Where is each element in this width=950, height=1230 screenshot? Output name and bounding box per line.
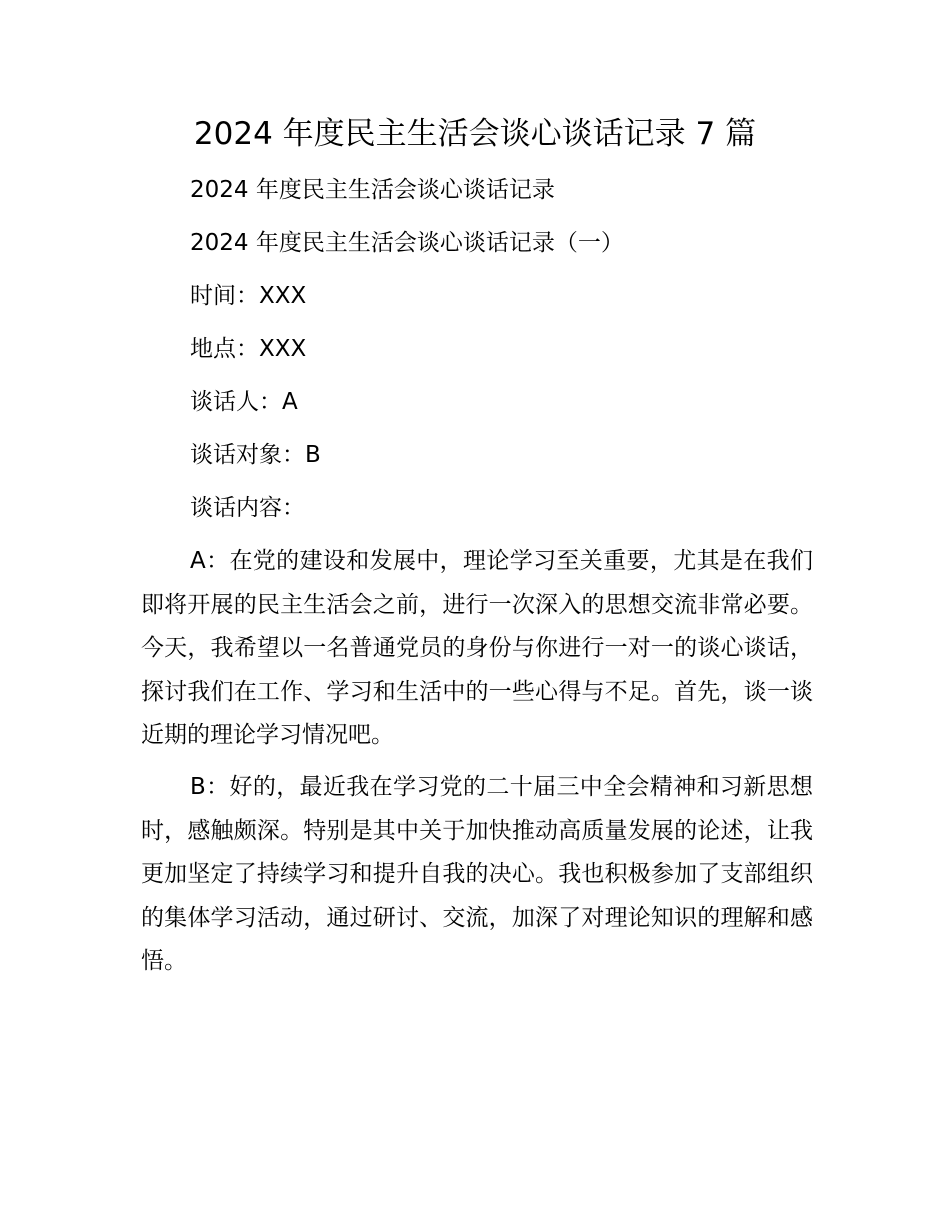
paragraph-a: A：在党的建设和发展中，理论学习至关重要，尤其是在我们即将开展的民主生活会之前，进行一次深入的思想交流非常必要。今天，我希望以一名普通党员的身份与你进行一对一的谈心谈话，探讨我们在工作、学习和生活中的一些心得与不足。首先，谈一谈近期的理论学习情况吧。 (141, 548, 813, 748)
document-subtitle: 2024 年度民主生活会谈心谈话记录 (190, 177, 555, 203)
place-field: 地点：XXX (190, 336, 307, 362)
document-title: 2024 年度民主生活会谈心谈话记录 7 篇 (193, 116, 757, 152)
time-field: 时间：XXX (190, 283, 307, 309)
section-heading: 2024 年度民主生活会谈心谈话记录（一） (190, 230, 624, 256)
speaker-field: 谈话人：A (190, 389, 298, 415)
paragraph-b: B：好的，最近我在学习党的二十届三中全会精神和习新思想时，感触颇深。特别是其中关于加快推动高质量发展的论述，让我更加坚定了持续学习和提升自我的决心。我也积极参加了支部组织的集体学习活动，通过研讨、交流，加深了对理论知识的理解和感悟。 (141, 774, 813, 974)
interlocutor-field: 谈话对象：B (190, 442, 321, 468)
content-label: 谈话内容： (190, 495, 305, 521)
